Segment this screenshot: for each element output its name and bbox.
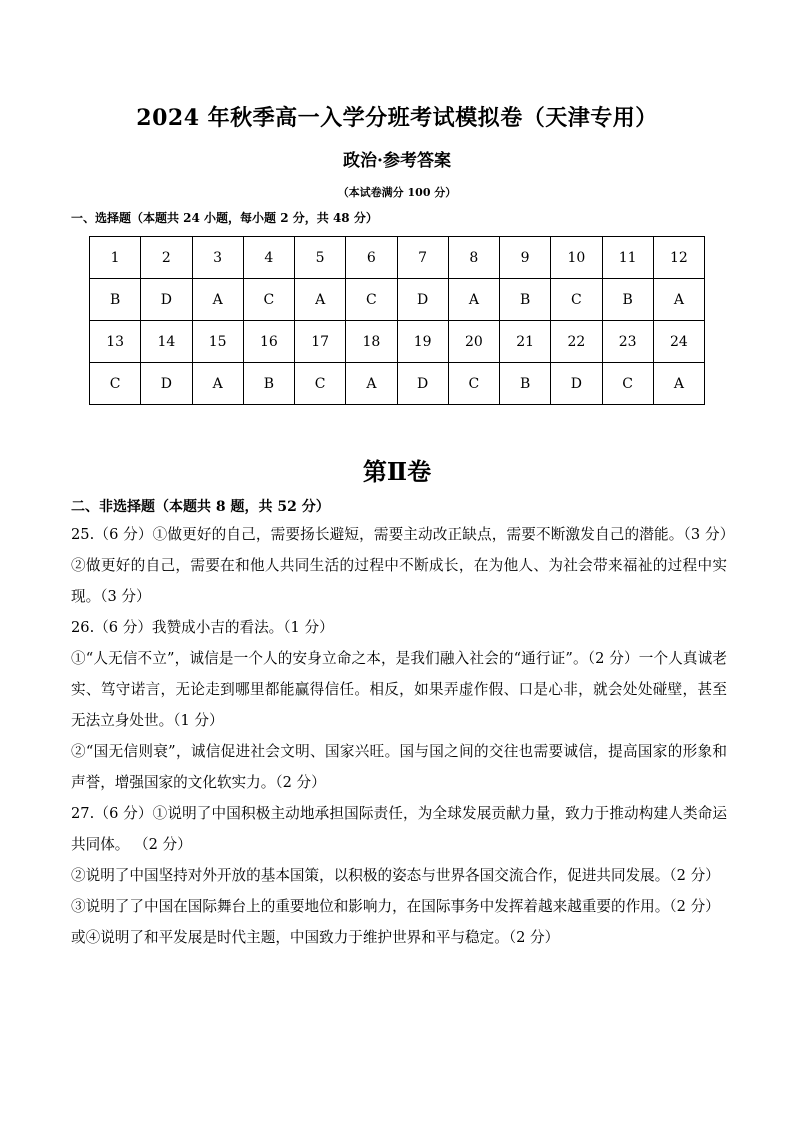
question-number-cell: 4 (243, 237, 294, 279)
section2-heading: 二、非选择题（本题共 8 题，共 52 分） (71, 499, 330, 515)
question-number-cell: 15 (192, 321, 243, 363)
question-number-cell: 7 (397, 237, 448, 279)
answer-cell: C (295, 363, 346, 405)
answer-cell: C (346, 279, 397, 321)
document-title: 2024 年秋季高一入学分班考试模拟卷（天津专用） (136, 105, 658, 131)
question-number-cell: 13 (90, 321, 141, 363)
answer-cell: A (653, 279, 704, 321)
question-number-cell: 9 (500, 237, 551, 279)
answer-paragraph: ②“国无信则衰”，诚信促进社会文明、国家兴旺。国与国之间的交往也需要诚信，提高国家的形象和声誉，增强国家的文化软实力。（2 分） (71, 743, 727, 791)
answer-cell: B (500, 279, 551, 321)
score-note: （本试卷满分 100 分） (337, 186, 457, 199)
question-number-cell: 23 (602, 321, 653, 363)
question-number-cell: 24 (653, 321, 704, 363)
answer-table (89, 236, 705, 405)
question-number-cell: 3 (192, 237, 243, 279)
question-number-cell: 18 (346, 321, 397, 363)
question-number-cell: 19 (397, 321, 448, 363)
question-number-cell: 17 (295, 321, 346, 363)
answer-cell: C (602, 363, 653, 405)
answer-cell: A (448, 279, 499, 321)
answer-paragraph: 27.（6 分）①说明了中国积极主动地承担国际责任，为全球发展贡献力量，致力于推动构建人类命运共同体。 （2 分） (71, 805, 727, 853)
answer-cell: D (397, 279, 448, 321)
answer-cell: B (602, 279, 653, 321)
answer-paragraphs (71, 519, 727, 953)
answer-cell: A (192, 279, 243, 321)
answer-paragraph: 26.（6 分）我赞成小吉的看法。（1 分） (71, 619, 334, 636)
answer-paragraph: ①“人无信不立”，诚信是一个人的安身立命之本，是我们融入社会的“通行证”。（2 分）一个人真诚老实、笃守诺言，无论走到哪里都能赢得信任。相反，如果弄虚作假、口是心非，就会处处碰壁，甚至无法立身处世。（1 分） (71, 650, 727, 729)
question-number-cell: 12 (653, 237, 704, 279)
answer-cell: B (500, 363, 551, 405)
question-number-cell: 14 (141, 321, 192, 363)
question-number-cell: 1 (90, 237, 141, 279)
question-number-cell: 16 (243, 321, 294, 363)
question-number-cell: 10 (551, 237, 602, 279)
answer-cell: A (295, 279, 346, 321)
answer-cell: A (653, 363, 704, 405)
question-number-row (90, 321, 705, 363)
volume2-title: 第Ⅱ卷 (362, 457, 432, 486)
question-number-cell: 8 (448, 237, 499, 279)
answer-cell: A (346, 363, 397, 405)
answer-cell: C (243, 279, 294, 321)
answer-cell: C (448, 363, 499, 405)
answer-paragraph: 或④说明了和平发展是时代主题，中国致力于维护世界和平与稳定。（2 分） (71, 929, 560, 946)
answer-cell: B (243, 363, 294, 405)
question-number-cell: 5 (295, 237, 346, 279)
question-number-cell: 21 (500, 321, 551, 363)
answer-cell: C (551, 279, 602, 321)
question-number-cell: 11 (602, 237, 653, 279)
answer-cell: C (90, 363, 141, 405)
question-number-cell: 22 (551, 321, 602, 363)
question-number-cell: 2 (141, 237, 192, 279)
answer-row (90, 363, 705, 405)
section1-heading: 一、选择题（本题共 24 小题，每小题 2 分，共 48 分） (71, 211, 378, 225)
answer-cell: D (141, 279, 192, 321)
answer-cell: B (90, 279, 141, 321)
question-number-cell: 20 (448, 321, 499, 363)
answer-row (90, 279, 705, 321)
question-number-row (90, 237, 705, 279)
answer-cell: D (141, 363, 192, 405)
answer-paragraph: ②说明了中国坚持对外开放的基本国策，以积极的姿态与世界各国交流合作，促进共同发展。（2 分） (71, 867, 720, 884)
answer-paragraph: 25.（6 分）①做更好的自己，需要扬长避短，需要主动改正缺点，需要不断激发自己的潜能。（3 分）②做更好的自己，需要在和他人共同生活的过程中不断成长，在为他人、为社会带来福祉的过程中实现。（3 分） (71, 526, 727, 605)
answer-cell: D (551, 363, 602, 405)
document-subtitle: 政治·参考答案 (343, 151, 451, 171)
question-number-cell: 6 (346, 237, 397, 279)
answer-paragraph: ③说明了了中国在国际舞台上的重要地位和影响力，在国际事务中发挥着越来越重要的作用。（2 分） (71, 898, 720, 915)
answer-cell: D (397, 363, 448, 405)
answer-cell: A (192, 363, 243, 405)
